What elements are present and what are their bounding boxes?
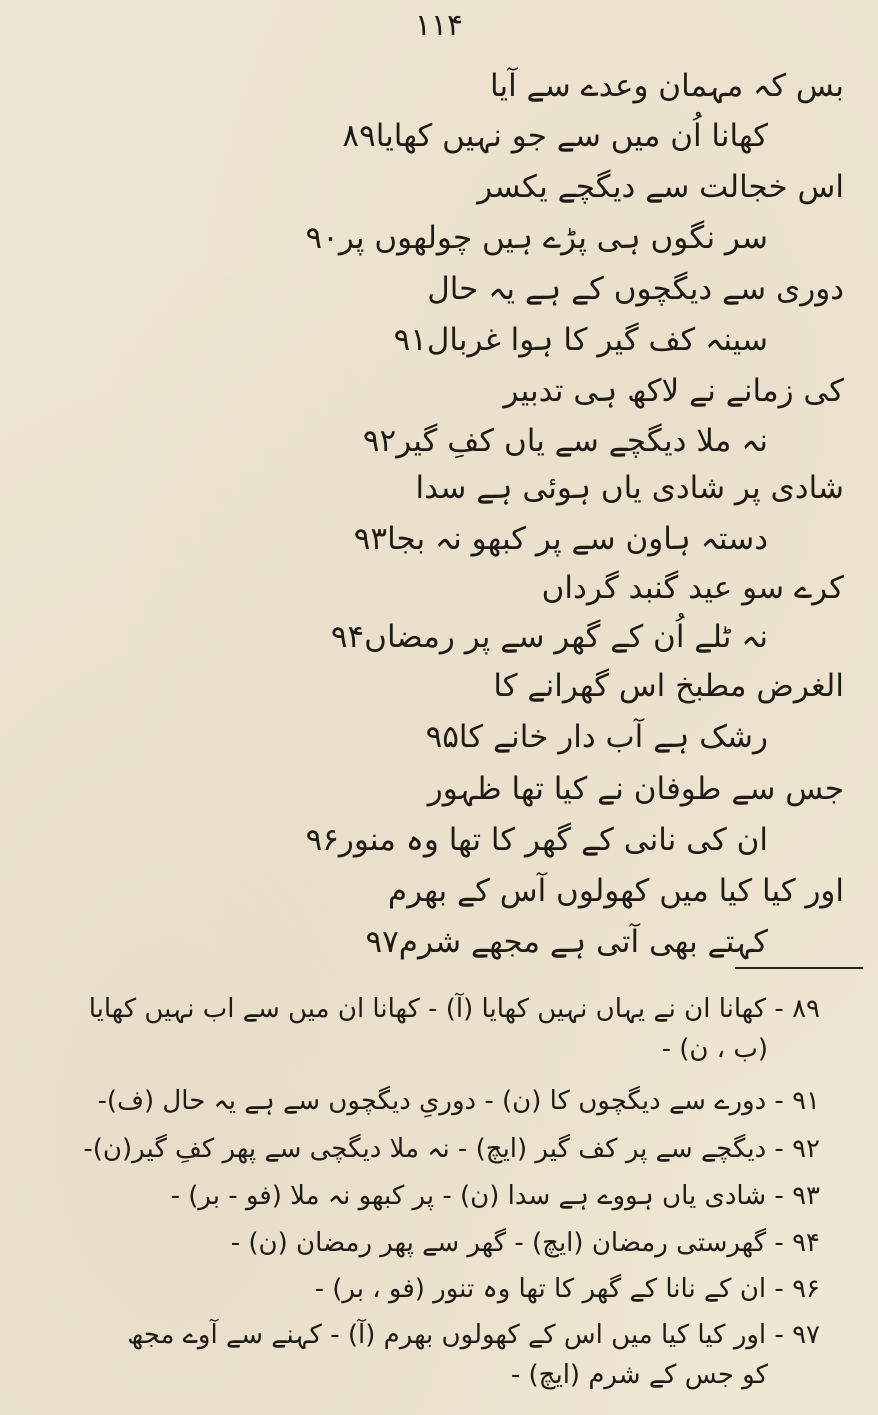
footnote: ۹۶ - ان کے نانا کے گھر کا تھا وہ تنور (فو ، بر) - [314, 1274, 820, 1304]
footnote: (ب ، ن) - [661, 1034, 768, 1064]
verse-line: الغرض مطبخ اس گھرانے کا [493, 668, 844, 704]
verse-line: شادی پر شادی یاں ہوئی ہے سدا [415, 470, 844, 506]
page-number: ۱۱۴ [414, 8, 464, 43]
verse-line: سر نگوں ہی پڑے ہیں چولھوں پر۹۰ [305, 220, 768, 256]
footnote: ۹۷ - اور کیا کیا میں اس کے کھولوں بھرم (آ) - کہنے سے آوے مجھ [127, 1320, 820, 1350]
footnote: ۹۱ - دورے سے دیگچوں کا (ن) - دوریِ دیگچوں سے ہے یہ حال (ف)- [97, 1086, 820, 1116]
footnote: ۸۹ - کھانا ان نے یہاں نہیں کھایا (آ) - کھانا ان میں سے اب نہیں کھایا [88, 994, 820, 1024]
footnote: ۹۴ - گھرستی رمضان (ایچ) - گھر سے پھر رمضان (ن) - [230, 1228, 820, 1258]
footnote-divider [735, 967, 863, 969]
verse-line: کی زمانے نے لاکھ ہی تدبیر [503, 373, 844, 409]
verse-line: کرے سو عید گنبد گرداں [541, 570, 844, 606]
footnote: کو جس کے شرم (ایچ) - [510, 1360, 768, 1390]
verse-line: بس کہ مہمان وعدے سے آیا [490, 68, 844, 104]
footnote: ۹۳ - شادی یاں ہووے ہے سدا (ن) - پر کبھو نہ ملا (فو - بر) - [170, 1181, 820, 1211]
verse-line: سینہ کف گیر کا ہوا غربال۹۱ [393, 322, 768, 358]
verse-line: نہ ٹلے اُن کے گھر سے پر رمضاں۹۴ [330, 619, 768, 655]
verse-line: کہتے بھی آتی ہے مجھے شرم۹۷ [365, 924, 768, 960]
verse-line: اور کیا کیا میں کھولوں آس کے بھرم [387, 873, 844, 909]
footnote: ۹۲ - دیگچے سے پر کف گیر (ایچ) - نہ ملا دیگچی سے پھر کفِ گیر(ن)- [83, 1134, 820, 1164]
verse-line: اس خجالت سے دیگچے یکسر [477, 169, 844, 205]
verse-line: کھانا اُن میں سے جو نہیں کھایا۸۹ [342, 118, 768, 154]
verse-line: جس سے طوفان نے کیا تھا ظہور [427, 771, 844, 807]
verse-line: نہ ملا دیگچے سے یاں کفِ گیر۹۲ [362, 423, 768, 459]
verse-line: رشک ہے آب دار خانے کا۹۵ [425, 719, 768, 755]
verse-line: دوری سے دیگچوں کے ہے یہ حال [427, 271, 844, 307]
verse-line: دستہ ہاون سے پر کبھو نہ بجا۹۳ [353, 521, 768, 557]
verse-line: ان کی نانی کے گھر کا تھا وہ منور۹۶ [305, 822, 768, 858]
